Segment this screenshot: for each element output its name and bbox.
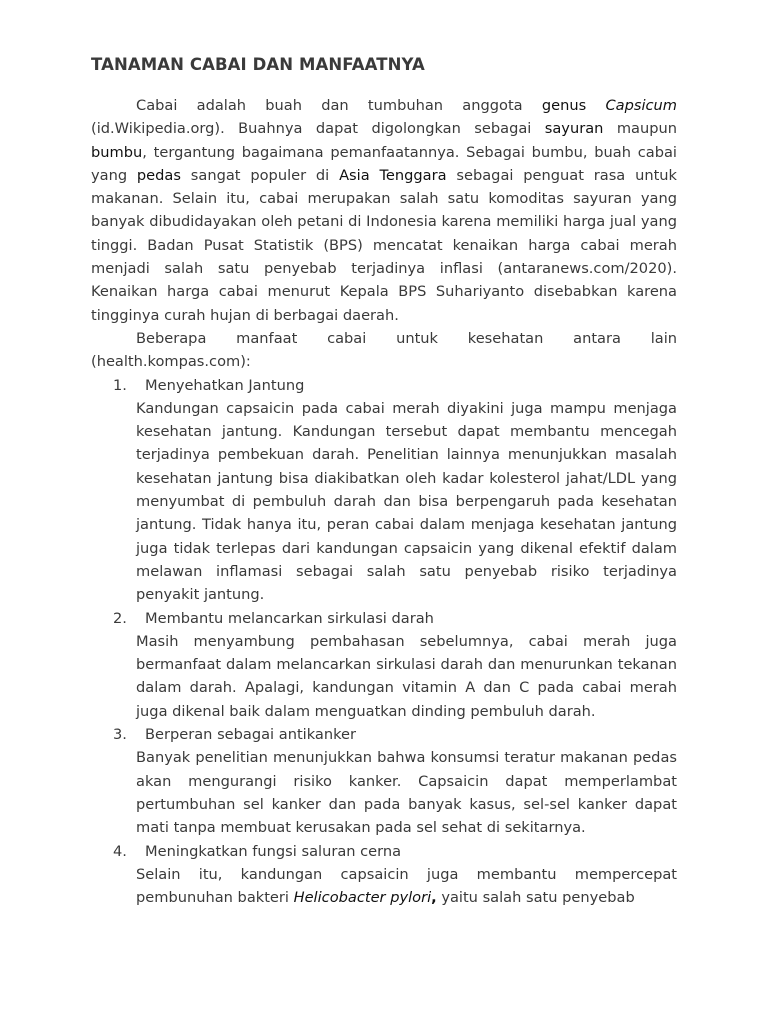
intro-text-2: [586, 97, 605, 114]
item-description-3: Banyak penelitian menunjukkan bahwa konsumsi teratur makanan pedas akan mengurangi risiko kanker. Capsaicin dapat memperlambat pertumbuhan sel kanker dan pada banyak kasus, sel-sel kanker dapat mati tanpa membuat kerusakan pada sel sehat di sekitarnya.: [136, 749, 677, 837]
item-heading-text: Menyehatkan Jantung: [145, 376, 305, 394]
benefits-list: [91, 374, 677, 910]
item-description-2: Masih menyambung pembahasan sebelumnya, cabai merah juga bermanfaat dalam melancarkan sirkulasi darah dan menurunkan tekanan dalam darah. Apalagi, kandungan vitamin A dan C pada cabai merah juga dikenal baik dalam menguatkan dinding pembuluh darah.: [136, 632, 677, 720]
list-item: [91, 840, 677, 910]
intro-text-1: Cabai adalah buah dan tumbuhan anggota: [136, 97, 542, 114]
item-number: 1.: [113, 376, 127, 394]
item-heading-3: [91, 723, 677, 746]
intro-text-7: sebagai penguat rasa untuk makanan. Selain itu, cabai merupakan salah satu komoditas sayuran yang banyak dibudidayakan oleh petani di Indonesia karena memiliki harga jual yang tinggi. Badan Pusat Statistik (BPS) mencatat kenaikan harga cabai merah menjadi salah satu penyebab terjadinya inflasi (antaranews.com/2020). Kenaikan harga cabai menurut Kepala BPS Suhariyanto disebabkan karena tingginya curah hujan di berbagai daerah.: [91, 166, 677, 324]
item-description-1: Kandungan capsaicin pada cabai merah diyakini juga mampu menjaga kesehatan jantung. Kandungan tersebut dapat membantu mencegah terjadinya pembekuan darah. Penelitian lainnya menunjukkan masalah kesehatan jantung bisa diakibatkan oleh kadar kolesterol jahat/LDL yang menyumbat di pembuluh darah dan bisa berpengaruh pada kesehatan jantung. Tidak hanya itu, peran cabai dalam menjaga kesehatan jantung juga tidak terlepas dari kandungan capsaicin yang dikenal efektif dalam melawan inflamasi sebagai salah satu penyebab risiko terjadinya penyakit jantung.: [136, 399, 677, 604]
intro-text-3: (id.Wikipedia.org). Buahnya dapat digolongkan sebagai: [91, 120, 545, 138]
link-sayuran[interactable]: sayuran: [544, 120, 604, 138]
item-number: 2.: [113, 609, 127, 627]
item-heading-4: [91, 840, 677, 863]
bacteria-name: Helicobacter pylori: [293, 889, 432, 907]
list-item: [91, 607, 677, 723]
item-4-text-1: Selain itu, kandungan capsaicin juga membantu mempercepat pembunuhan bakteri: [136, 865, 677, 907]
benefits-intro-paragraph: Beberapa manfaat cabai untuk kesehatan antara lain (health.kompas.com):: [91, 329, 677, 371]
item-heading-2: [91, 607, 677, 630]
link-pedas[interactable]: pedas: [136, 166, 181, 184]
intro-text-4: maupun: [603, 120, 677, 138]
item-number: 4.: [113, 842, 127, 860]
link-capsicum[interactable]: Capsicum: [605, 97, 677, 114]
item-heading-1: [91, 374, 677, 397]
list-item: [91, 374, 677, 607]
document-body: [91, 94, 677, 909]
item-heading-text: Meningkatkan fungsi saluran cerna: [145, 842, 402, 860]
item-description-4: [136, 863, 677, 910]
link-bumbu[interactable]: bumbu: [91, 143, 143, 161]
intro-text-6: sangat populer di: [180, 166, 340, 184]
link-asia-tenggara[interactable]: Asia Tenggara: [339, 166, 447, 184]
document-title: TANAMAN CABAI DAN MANFAATNYA: [91, 55, 425, 74]
item-heading-text: Membantu melancarkan sirkulasi darah: [145, 609, 434, 627]
list-item: [91, 723, 677, 839]
link-genus[interactable]: genus: [541, 97, 587, 114]
item-heading-text: Berperan sebagai antikanker: [145, 726, 357, 744]
item-4-text-2: yaitu salah satu penyebab: [436, 889, 635, 907]
item-number: 3.: [113, 726, 127, 744]
item-4-comma: ,: [431, 889, 437, 907]
intro-paragraph: [91, 94, 677, 327]
intro-text-5: , tergantung bagaimana pemanfaatannya. Sebagai bumbu, buah cabai yang: [91, 143, 677, 184]
